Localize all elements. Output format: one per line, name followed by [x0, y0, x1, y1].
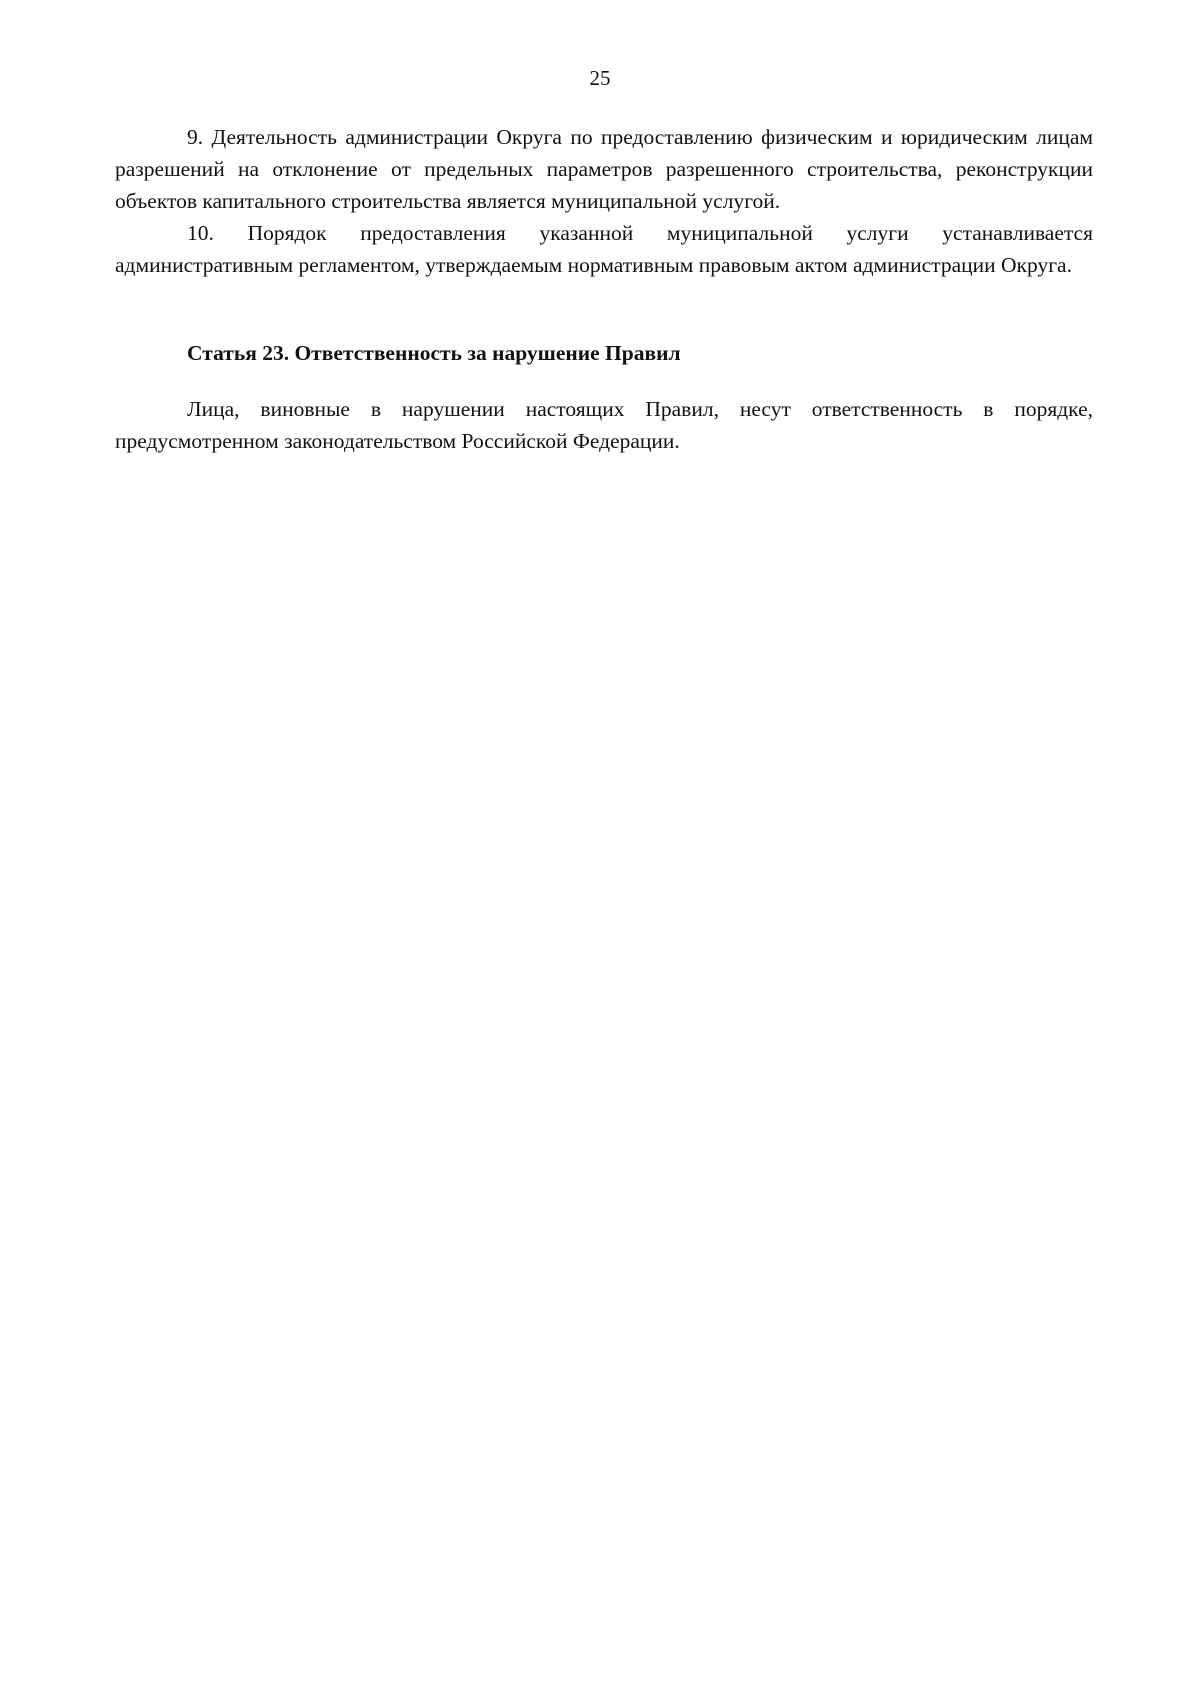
article-paragraph: Лица, виновные в нарушении настоящих Правил, несут ответственность в порядке, предусмотренном законодательством Российской Федерации.	[115, 397, 1093, 453]
paragraph-9: 9. Деятельность администрации Округа по предоставлению физическим и юридическим лицам разрешений на отклонение от предельных параметров разрешенного строительства, реконструкции объектов капитального строительства является муниципальной услугой.	[115, 125, 1093, 213]
paragraph-block	[115, 121, 1093, 281]
article-heading: Статья 23. Ответственность за нарушение Правил	[187, 341, 681, 365]
article-body	[115, 393, 1093, 457]
page-number: 25	[589, 66, 611, 90]
paragraph-10: 10. Порядок предоставления указанной муниципальной услуги устанавливается административным регламентом, утверждаемым нормативным правовым актом администрации Округа.	[115, 221, 1093, 277]
